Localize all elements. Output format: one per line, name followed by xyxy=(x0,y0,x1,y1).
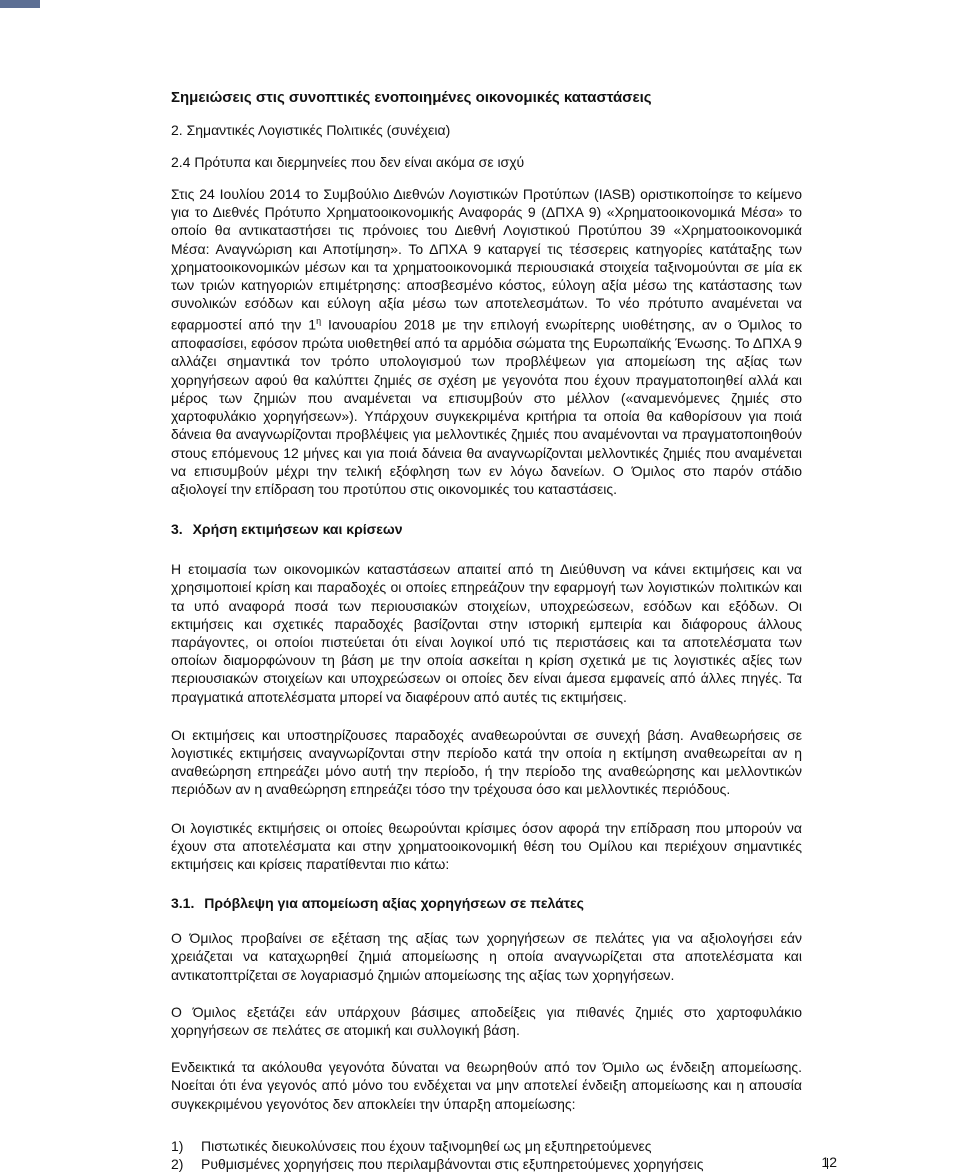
heading-3 xyxy=(171,520,802,538)
header-corner-mark xyxy=(0,0,40,8)
paragraph-estimates-1: Η ετοιμασία των οικονομικών καταστάσεων απαιτεί από τη Διεύθυνση να κάνει εκτιμήσεις και να χρησιμοποιεί κρίση και παραδοχές οι οποίες επηρεάζουν την εφαρμογή των λογιστικών πολιτικών και τα υπό αναφορά ποσά των περιουσιακών στοιχείων, υποχρεώσεων, εσόδων και εξόδων. Οι εκτιμήσεις και σχετικές παραδοχές βασίζονται στην ιστορική εμπειρία και διάφορους άλλους παράγοντες, οι οποίοι πιστεύεται ότι είναι λογικοί υπό τις περιστάσεις και τα αποτελέσματα των οποίων διαμορφώνουν τη βάση με την οποία ασκείται η κρίση σχετικά με τις λογιστικές αξίες των περιουσιακών στοιχείων και υποχρεώσεων οι οποίες δεν είναι άμεσα εμφανείς από άλλες πηγές. Τα πραγματικά αποτελέσματα μπορεί να διαφέρουν από αυτές τις εκτιμήσεις. xyxy=(171,561,802,705)
paragraph-estimates-3: Οι λογιστικές εκτιμήσεις οι οποίες θεωρούνται κρίσιμες όσον αφορά την επίδραση που μπορούν να έχουν στα αποτελέσματα και στην χρηματοοικονομική θέση του Ομίλου και περιέχουν σημαντικές εκτιμήσεις και κρίσεις παρατίθενται πιο κάτω: xyxy=(171,819,802,872)
list-marker: 2) xyxy=(171,1155,184,1172)
document-body xyxy=(171,88,802,1173)
superscript-ordinal: η xyxy=(316,316,322,327)
list-marker: 1) xyxy=(171,1137,184,1154)
page-number: 12 xyxy=(821,1154,837,1170)
section-title: Σημειώσεις στις συνοπτικές ενοποιημένες οικονομικές καταστάσεις xyxy=(171,89,652,106)
paragraph-ifrs9-part2: Ιανουαρίου 2018 με την επιλογή ενωρίτερης υιοθέτησης, αν ο Όμιλος το αποφασίσει, εφόσον πρώτα υιοθετηθεί από τα αρμόδια σώματα της Ευρωπαϊκής Ένωσης. Το ΔΠΧΑ 9 αλλάζει σημαντικά τον τρόπο υπολογισμού των προβλέψεων για απομείωση της αξίας των χορηγήσεων αφού θα καλύπτει ζημιές σε σχέση με γεγονότα που έχουν πραγματοποιηθεί αλλά και μέρος των ζημιών που αναμένεται να επισυμβούν στο μέλλον («αναμενόμενες ζημιές στο χαρτοφυλάκιο χορηγήσεων»). Υπάρχουν συγκεκριμένα κριτήρια τα οποία θα καθορίσουν για ποιά δάνεια θα αναγνωρίζονται προβλέψεις για μελλοντικές ζημιές που αναμένονται να πραγματοποιηθούν στους επόμενους 12 μήνες και για ποιά δάνεια θα αναγνωρίζονται μελλοντικές ζημιές που αναμένεται να επισυμβούν μέχρι την τελική εξόφληση των εν λόγω δανείων. Ο Όμιλος στο παρόν στάδιο αξιολογεί την επίδραση του προτύπου στις οικονομικές του καταστάσεις. xyxy=(171,317,802,497)
subtitle: 2. Σημαντικές Λογιστικές Πολιτικές (συνέχεια) xyxy=(171,122,451,138)
paragraph-impairment-2: Ο Όμιλος εξετάζει εάν υπάρχουν βάσιμες αποδείξεις για πιθανές ζημιές στο χαρτοφυλάκιο χορηγήσεων σε πελάτες σε ατομική και συλλογική βάση. xyxy=(171,1003,802,1038)
paragraph-ifrs9-part1: Στις 24 Ιουλίου 2014 το Συμβούλιο Διεθνών Λογιστικών Προτύπων (IASB) οριστικοποίησε το κείμενο για το Διεθνές Πρότυπο Χρηματοοικονομικής Αναφοράς 9 (ΔΠΧΑ 9) «Χρηματοοικονομικά Μέσα» το οποίο θα αντικαταστήσει τις πρόνοιες του Διεθνή Λογιστικού Προτύπου 39 «Χρηματοοικονομικά Μέσα: Αναγνώριση και Αποτίμηση». Το ΔΠΧΑ 9 καταργεί τις τέσσερεις κατηγορίες κατάταξης των χρηματοοικονομικών μέσων και τα χρηματοοικονομικά περιουσιακά στοιχεία ταξινομούνται σε μία εκ των τριών κατηγοριών επιμέτρησης: αποσβεσμένο κόστος, εύλογη αξία μέσω της κατάστασης των συνολικών εσόδων και εύλογη αξία μέσω των αποτελεσμάτων. Το νέο πρότυπο αναμένεται να εφαρμοστεί από την 1 xyxy=(171,186,802,334)
subsection-title: 2.4 Πρότυπα και διερμηνείες που δεν είναι ακόμα σε ισχύ xyxy=(171,154,525,170)
heading-3-1 xyxy=(171,894,802,912)
heading-3-1-text: Πρόβλεψη για απομείωση αξίας χορηγήσεων σε πελάτες xyxy=(204,895,584,912)
list-item-text: Πιστωτικές διευκολύνσεις που έχουν ταξινομηθεί ως μη εξυπηρετούμενες xyxy=(201,1137,652,1154)
paragraph-impairment-3: Ενδεικτικά τα ακόλουθα γεγονότα δύναται να θεωρηθούν από τον Όμιλο ως ένδειξη απομείωσης. Νοείται ότι ένα γεγονός από μόνο του ενδέχεται να μην αποτελεί ένδειξη απομείωσης και η απουσία συγκεκριμένου γεγονότος δεν αποκλείει την ύπαρξη απομείωσης: xyxy=(171,1059,802,1112)
list-item xyxy=(171,1155,802,1173)
paragraph-ifrs9 xyxy=(171,185,802,498)
list-item-text: Ρυθμισμένες χορηγήσεις που περιλαμβάνονται στις εξυπηρετούμενες χορηγήσεις xyxy=(201,1155,704,1172)
indicator-list xyxy=(171,1137,802,1173)
paragraph-estimates-2: Οι εκτιμήσεις και υποστηρίζουσες παραδοχές αναθεωρούνται σε συνεχή βάση. Αναθεωρήσεις σε λογιστικές εκτιμήσεις αναγνωρίζονται στην περίοδο κατά την οποία η εκτίμηση αναθεωρείται αν η αναθεώρηση επηρεάζει μόνο αυτή την περίοδο, ή την περίοδο της αναθεώρησης και μελλοντικών περιόδων αν η αναθεώρηση επηρεάζει τόσο την τρέχουσα όσο και μελλοντικές περιόδους. xyxy=(171,726,802,798)
list-item xyxy=(171,1137,802,1155)
heading-3-text: Χρήση εκτιμήσεων και κρίσεων xyxy=(192,521,403,538)
heading-3-number: 3. xyxy=(171,521,183,538)
heading-3-1-number: 3.1. xyxy=(171,895,195,912)
paragraph-impairment-1: Ο Όμιλος προβαίνει σε εξέταση της αξίας των χορηγήσεων σε πελάτες για να αξιολογήσει εάν χρειάζεται να καταχωρηθεί ζημιά απομείωσης η οποία αναγνωρίζεται στα αποτελέσματα και αντικατοπτρίζεται σε λογαριασμό ζημιών απομείωσης της αξίας των χορηγήσεων. xyxy=(171,930,802,983)
